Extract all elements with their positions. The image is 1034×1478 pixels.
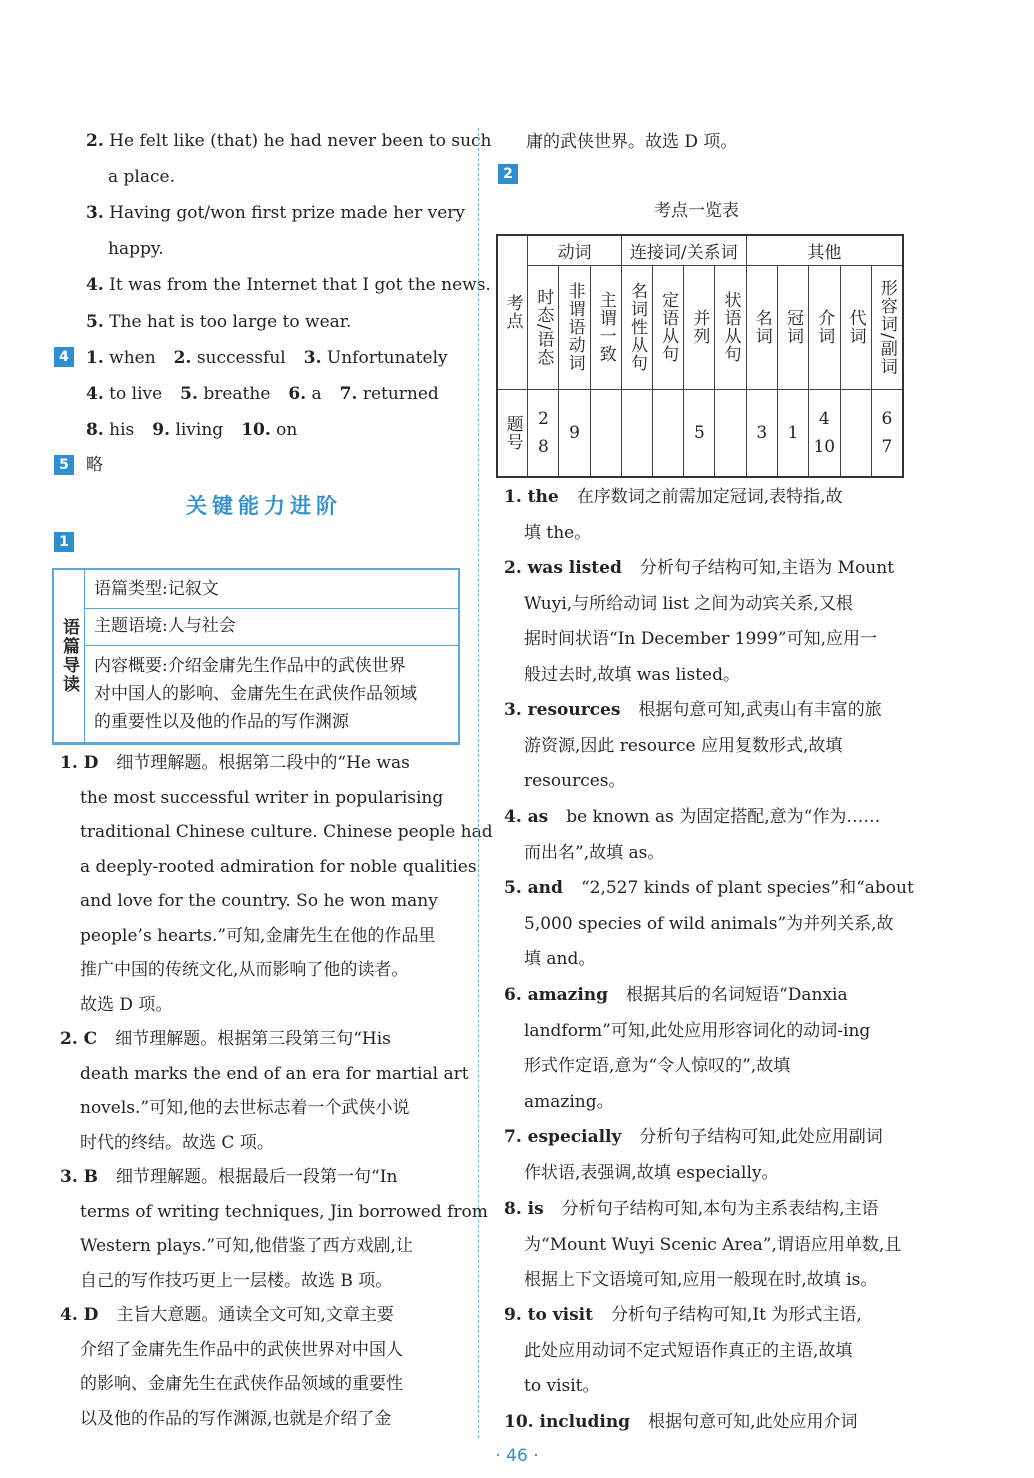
answer-line [60, 1402, 460, 1437]
answer-text: to visit。 [524, 1376, 600, 1396]
translation-line [86, 305, 351, 340]
table-header-cell: 定语从句 [653, 265, 684, 389]
answer-item [504, 693, 904, 800]
theme-context: 主题语境:人与社会 [94, 616, 236, 636]
translation-line [108, 232, 164, 267]
answer-text: be known as 为固定搭配,意为“作为…… [566, 807, 881, 827]
answer-text: 根据句意可知,此处应用介词 [648, 1412, 858, 1432]
answer-text: 介绍了金庸先生作品中的武侠世界对中国人 [80, 1339, 403, 1360]
row-label: 题号 [497, 389, 528, 477]
answer-text: 在序数词之前需加定冠词,表特指,故 [576, 487, 843, 507]
answer-item [60, 746, 493, 1022]
answer-text: 分析句子结构可知,It 为形式主语, [611, 1305, 862, 1325]
text-type: 语篇类型:记叙文 [94, 579, 219, 599]
translation-text: a place. [108, 167, 175, 187]
table-header-cell: 介词 [809, 265, 840, 389]
answer-text: 分析句子结构可知,此处应用副词 [639, 1127, 883, 1147]
answer-text: 故选 D 项。 [80, 994, 173, 1015]
answer-line [504, 1334, 904, 1370]
table-value-cell: 5 [684, 389, 715, 477]
answer-line [504, 1192, 904, 1228]
answer-text: novels.”可知,他的去世标志着一个武侠小说 [80, 1098, 410, 1118]
table-value-cell: 6 7 [871, 389, 903, 477]
reading-guide-box [52, 568, 460, 745]
table-header-cell: 代词 [840, 265, 871, 389]
answer-line [504, 836, 904, 872]
answer-item [504, 1298, 904, 1405]
translation-line [108, 160, 175, 195]
answer-line [60, 1298, 460, 1333]
translation-text: Having got/won first prize made her very [109, 203, 466, 223]
item-number: 3. [303, 348, 322, 368]
answer-line [504, 907, 904, 943]
answer-text: 而出名”,故填 as。 [524, 842, 665, 863]
answer-text: 的影响、金庸先生在武侠作品领域的重要性 [80, 1374, 403, 1394]
section-4-badge: 4 [54, 347, 74, 367]
answer-text: 根据上下文语境可知,应用一般现在时,故填 is。 [524, 1270, 878, 1290]
answer-text: 以及他的作品的写作渊源,也就是介绍了金 [80, 1408, 392, 1429]
item-number: 3. [86, 203, 104, 223]
item-number: 8. [86, 420, 104, 440]
answer-key: 4. as [504, 807, 549, 827]
answer-line [60, 1091, 460, 1126]
answer-line [504, 1120, 904, 1156]
item-number: 6. [288, 384, 307, 404]
left-column [52, 0, 493, 1440]
table-header-cell: 主谓一致 [590, 265, 621, 389]
blank-answer: living [175, 420, 224, 440]
answer-line [504, 1298, 904, 1334]
answer-text: 主旨大意题。通读全文可知,文章主要 [116, 1305, 394, 1325]
answer-text: a deeply-rooted admiration for noble qualities [80, 856, 477, 877]
translation-line [86, 196, 465, 231]
answer-text: Western plays.”可知,他借鉴了西方戏剧,让 [80, 1236, 413, 1256]
answer-text: traditional Chinese culture. Chinese people had [80, 822, 493, 842]
table-header-cell: 冠词 [777, 265, 808, 389]
answer-line [60, 1057, 469, 1092]
answer-line [504, 800, 904, 836]
table-value-cell: 4 10 [809, 389, 840, 477]
answer-item [504, 480, 904, 551]
answer-text: 据时间状语“In December 1999”可知,应用一 [524, 629, 877, 649]
table-value-cell [653, 389, 684, 477]
answer-key: 1. the [504, 487, 559, 507]
translation-text: happy. [108, 239, 164, 259]
answer-line [504, 587, 904, 623]
right-column [496, 0, 914, 1440]
blank-answer: to live [109, 384, 163, 404]
answer-item [60, 1160, 488, 1298]
answer-text: 5,000 species of wild animals”为并列关系,故 [524, 913, 894, 934]
blank-answer: breathe [203, 384, 271, 404]
item-number: 5. [86, 312, 104, 332]
table-title: 考点一览表 [654, 201, 739, 221]
answer-text: 此处应用动词不定式短语作真正的主语,故填 [524, 1340, 853, 1361]
answer-line [60, 988, 460, 1023]
answer-text: death marks the end of an era for martial art [80, 1063, 469, 1084]
page-number: · 46 · [495, 1446, 539, 1466]
table-value-cell [715, 389, 746, 477]
answer-text: 为“Mount Wuyi Scenic Area”,谓语应用单数,且 [524, 1234, 902, 1255]
section-2-badge: 2 [498, 164, 518, 184]
answer-text: 填 the。 [524, 522, 592, 543]
answer-text: 游资源,因此 resource 应用复数形式,故填 [524, 735, 843, 756]
item-number: 2. [86, 131, 104, 151]
item-number: 1. [86, 348, 104, 368]
answer-text: 分析句子结构可知,主语为 Mount [639, 558, 895, 578]
answer-line [60, 746, 460, 781]
answer-text: 作状语,表强调,故填 especially。 [524, 1162, 779, 1183]
reading-guide-label: 语篇导读 [54, 570, 85, 742]
answer-key: 2. was listed [504, 558, 622, 578]
column-divider [478, 128, 479, 1438]
answer-line [504, 516, 904, 552]
answer-line [60, 953, 460, 988]
answer-item [504, 1192, 904, 1299]
table-header-cell: 形容词/副词 [871, 265, 903, 389]
answer-line [504, 978, 904, 1014]
answer-text: 推广中国的传统文化,从而影响了他的读者。 [80, 960, 409, 980]
section-title: 关键能力进阶 [186, 494, 342, 518]
answer-line [60, 815, 493, 850]
table-header-cell: 非谓语动词 [559, 265, 590, 389]
answer-line [504, 1014, 904, 1050]
group-verb: 动词 [528, 235, 622, 265]
answer-text: 细节理解题。根据最后一段第一句“In [116, 1167, 398, 1187]
answer-line [504, 622, 904, 658]
answer-text: 细节理解题。根据第三段第三句“His [115, 1029, 391, 1049]
answer-key: 8. is [504, 1199, 544, 1219]
answer-line [504, 551, 904, 587]
answer-line [60, 1367, 460, 1402]
answer-key: 7. especially [504, 1127, 622, 1147]
answer-text: 时代的终结。故选 C 项。 [80, 1132, 274, 1153]
answer-text: 自己的写作技巧更上一层楼。故选 B 项。 [80, 1270, 393, 1291]
table-header-cell: 状语从句 [715, 265, 746, 389]
answer-line [504, 1049, 904, 1085]
blank-answer: successful [196, 348, 286, 368]
table-value-cell: 2 8 [528, 389, 559, 477]
table-value-cell [590, 389, 621, 477]
blank-answer: a [311, 384, 322, 404]
answer-line [60, 1022, 460, 1057]
answer-text: Wuyi,与所给动词 list 之间为动宾关系,又根 [524, 593, 853, 614]
summary-line-3: 的重要性以及他的作品的写作渊源 [94, 712, 349, 732]
answer-text: landform”可知,此处应用形容词化的动词-ing [524, 1020, 871, 1041]
table-header-cell: 时态/语态 [528, 265, 559, 389]
answer-line [60, 884, 460, 919]
table-value-cell: 3 [746, 389, 777, 477]
item-number: 4. [86, 275, 104, 295]
answer-line [504, 1405, 904, 1441]
answer-key: 3. resources [504, 700, 621, 720]
answer-line [504, 942, 904, 978]
blank-answer: Unfortunately [326, 348, 448, 368]
exam-points-table [496, 234, 904, 478]
answer-item [504, 1405, 904, 1441]
answer-line [60, 1229, 460, 1264]
answer-line [504, 871, 914, 907]
item-number: 10. [241, 420, 271, 440]
table-corner: 考点 [497, 235, 528, 389]
answer-line [504, 480, 904, 516]
translation-text: He felt like (that) he had never been to such [109, 131, 492, 151]
answer-line [60, 1160, 460, 1195]
answer-text: people’s hearts.”可知,金庸先生在他的作品里 [80, 925, 436, 946]
answer-key: 9. to visit [504, 1305, 593, 1325]
answer-line [60, 781, 460, 816]
answer-key: 2. C [60, 1029, 98, 1049]
answer-line [60, 850, 477, 885]
answer-key: 6. amazing [504, 985, 609, 1005]
answer-text: 形式作定语,意为“令人惊叹的”,故填 [524, 1056, 791, 1076]
answer-item [504, 1120, 904, 1191]
answer-item [504, 551, 904, 693]
answer-line [504, 1369, 904, 1405]
info-divider [85, 645, 458, 646]
answer-key: 4. D [60, 1305, 99, 1325]
answer-line [60, 919, 460, 954]
answer-line [504, 729, 904, 765]
answer-text: 填 and。 [524, 949, 596, 969]
answer-text: 细节理解题。根据第二段中的“He was [116, 753, 410, 773]
item-number: 9. [152, 420, 171, 440]
answer-text: and love for the country. So he won many [80, 891, 438, 911]
answer-text: 根据其后的名词短语“Danxia [626, 985, 848, 1005]
section-5-badge: 5 [54, 455, 74, 475]
answer-text: terms of writing techniques, Jin borrowed from [80, 1201, 488, 1222]
section-1-badge: 1 [54, 532, 74, 552]
item-number: 2. [173, 348, 192, 368]
item-number: 7. [339, 384, 358, 404]
answer-line [504, 1263, 904, 1299]
blank-answer-row [86, 341, 448, 376]
translation-line [86, 268, 491, 303]
table-header-cell: 并列 [684, 265, 715, 389]
answer-text: the most successful writer in popularising [80, 787, 444, 808]
answer-line [504, 693, 904, 729]
answer-line [504, 764, 904, 800]
continuation-text: 庸的武侠世界。故选 D 项。 [526, 132, 738, 152]
answer-key: 5. and [504, 878, 563, 898]
table-value-cell [840, 389, 871, 477]
summary-line-1: 内容概要:介绍金庸先生作品中的武侠世界 [94, 656, 406, 676]
answer-item [504, 800, 904, 871]
group-conjunction: 连接词/关系词 [621, 235, 746, 265]
table-value-cell [621, 389, 652, 477]
answer-item [60, 1298, 460, 1436]
group-other: 其他 [746, 235, 903, 265]
answer-line [504, 1228, 904, 1264]
item-number: 5. [180, 384, 198, 404]
answer-key: 1. D [60, 753, 99, 773]
answer-text: 分析句子结构可知,本句为主系表结构,主语 [561, 1199, 879, 1219]
answer-text: “2,527 kinds of plant species”和“about [580, 878, 914, 898]
blank-answer: on [276, 420, 298, 440]
answer-text: 般过去时,故填 was listed。 [524, 664, 740, 685]
blank-answer: when [109, 348, 156, 368]
answer-key: 3. B [60, 1167, 99, 1187]
item-number: 4. [86, 384, 104, 404]
answer-item [504, 871, 914, 978]
table-header-cell: 名词性从句 [621, 265, 652, 389]
info-divider [85, 608, 458, 609]
answer-line [504, 1156, 904, 1192]
blank-answer-row [86, 413, 297, 448]
answer-line [60, 1126, 460, 1161]
summary-line-2: 对中国人的影响、金庸先生在武侠作品领域 [94, 684, 417, 704]
answer-item [60, 1022, 469, 1160]
answer-line [60, 1333, 460, 1368]
answer-item [504, 978, 904, 1120]
translation-line [86, 124, 491, 159]
table-value-cell: 1 [777, 389, 808, 477]
blank-answer: returned [362, 384, 439, 404]
answer-line [60, 1264, 460, 1299]
translation-text: The hat is too large to wear. [109, 312, 352, 332]
answer-text: 根据句意可知,武夷山有丰富的旅 [638, 700, 882, 720]
answer-text: resources。 [524, 771, 626, 791]
answer-line [60, 1195, 488, 1230]
answer-text: amazing。 [524, 1091, 614, 1112]
blank-answer: his [109, 420, 135, 440]
table-header-cell: 名词 [746, 265, 777, 389]
answer-line [504, 1085, 904, 1121]
blank-answer-row [86, 377, 439, 412]
answer-line [504, 658, 904, 694]
translation-text: It was from the Internet that I got the news. [109, 275, 491, 295]
section-5-text: 略 [86, 455, 103, 475]
answer-key: 10. including [504, 1412, 631, 1432]
table-value-cell: 9 [559, 389, 590, 477]
